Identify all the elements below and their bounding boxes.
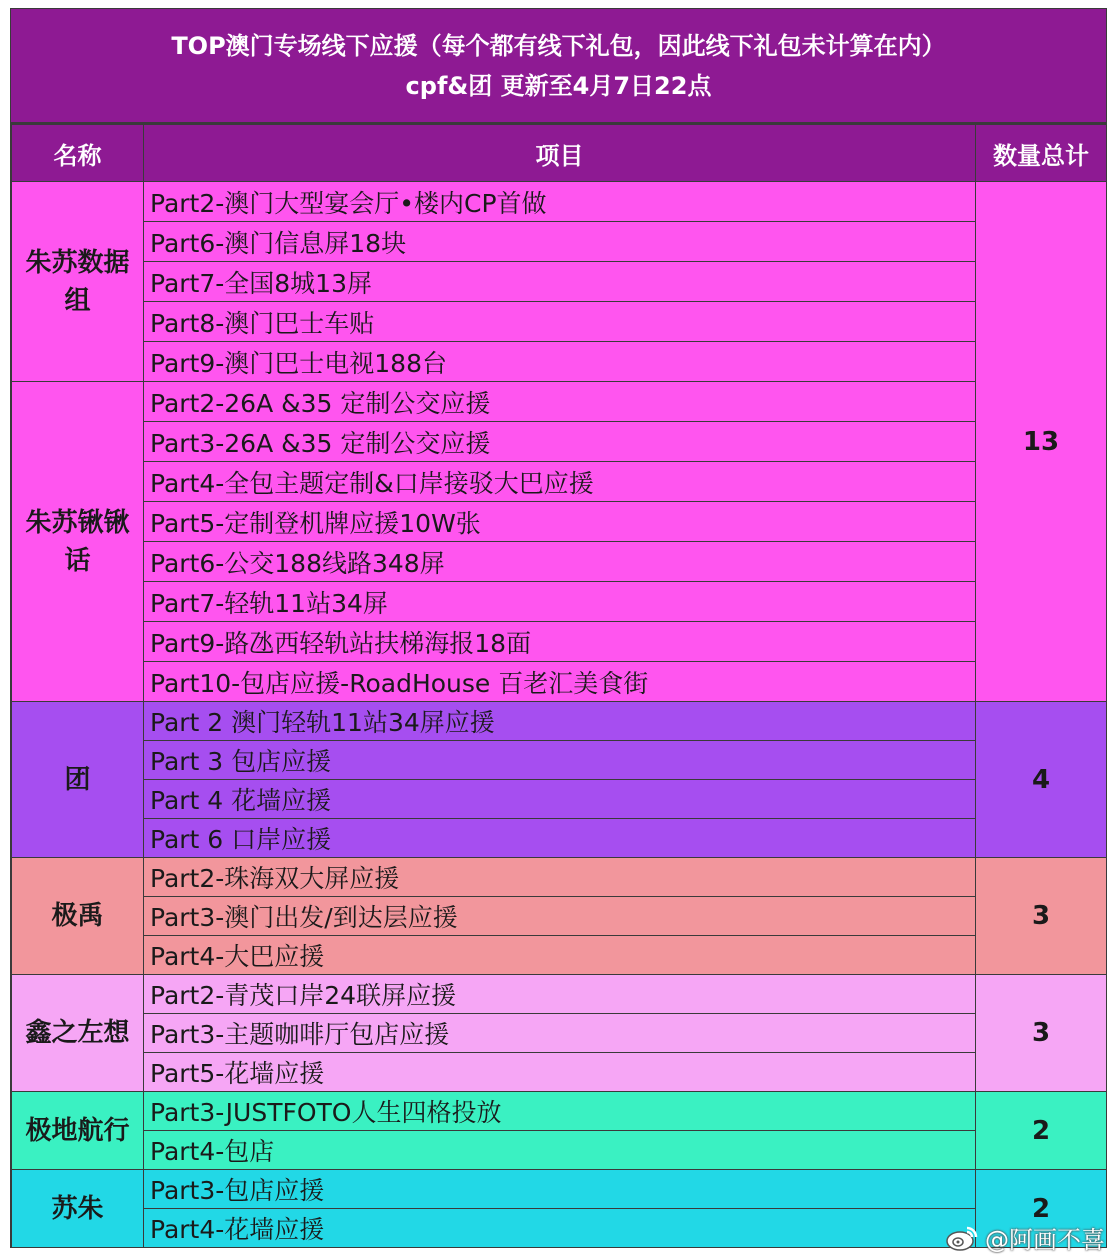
group-name: 团	[12, 702, 144, 858]
table-row	[12, 382, 1107, 422]
project-item: Part4-大巴应援	[144, 936, 976, 975]
project-item: Part9-澳门巴士电视188台	[144, 342, 976, 382]
header-row	[12, 125, 1107, 182]
table-row	[12, 582, 1107, 622]
project-item: Part7-轻轨11站34屏	[144, 582, 976, 622]
group-total: 3	[976, 858, 1107, 975]
group-total: 4	[976, 702, 1107, 858]
table-row	[12, 1170, 1107, 1209]
table-body	[12, 182, 1107, 1248]
group-name: 朱苏锹锹话	[12, 382, 144, 702]
table-row	[12, 1092, 1107, 1131]
header-item: 项目	[144, 125, 976, 182]
project-item: Part 2 澳门轻轨11站34屏应援	[144, 702, 976, 741]
project-item: Part4-包店	[144, 1131, 976, 1170]
project-item: Part3-包店应援	[144, 1170, 976, 1209]
table-row	[12, 222, 1107, 262]
table-row	[12, 462, 1107, 502]
project-item: Part3-主题咖啡厅包店应援	[144, 1014, 976, 1053]
project-item: Part10-包店应援-RoadHouse 百老汇美食街	[144, 662, 976, 702]
group-total: 13	[976, 182, 1107, 702]
project-item: Part 4 花墙应援	[144, 780, 976, 819]
watermark-text: @阿画不喜	[985, 1226, 1105, 1254]
group-name: 朱苏数据组	[12, 182, 144, 382]
table-title	[11, 9, 1106, 124]
group-total: 2	[976, 1170, 1107, 1248]
table-row	[12, 897, 1107, 936]
table-row	[12, 936, 1107, 975]
group-name: 极禹	[12, 858, 144, 975]
project-item: Part4-全包主题定制&口岸接驳大巴应援	[144, 462, 976, 502]
table-row	[12, 422, 1107, 462]
table-row	[12, 858, 1107, 897]
project-item: Part 3 包店应援	[144, 741, 976, 780]
table-row	[12, 780, 1107, 819]
project-item: Part3-澳门出发/到达层应援	[144, 897, 976, 936]
project-item: Part2-珠海双大屏应援	[144, 858, 976, 897]
project-item: Part5-花墙应援	[144, 1053, 976, 1092]
table-row	[12, 1131, 1107, 1170]
table-row	[12, 741, 1107, 780]
project-item: Part9-路氹西轻轨站扶梯海报18面	[144, 622, 976, 662]
project-item: Part6-澳门信息屏18块	[144, 222, 976, 262]
header-name: 名称	[12, 125, 144, 182]
table-row	[12, 662, 1107, 702]
project-item: Part7-全国8城13屏	[144, 262, 976, 302]
group-total: 2	[976, 1092, 1107, 1170]
group-name: 苏朱	[12, 1170, 144, 1248]
title-line-1: TOP澳门专场线下应援（每个都有线下礼包，因此线下礼包未计算在内）	[171, 31, 946, 60]
group-name: 极地航行	[12, 1092, 144, 1170]
project-item: Part2-26A &35 定制公交应援	[144, 382, 976, 422]
project-item: Part3-JUSTFOTO人生四格投放	[144, 1092, 976, 1131]
table-row	[12, 702, 1107, 741]
watermark	[945, 1220, 1105, 1255]
header-total: 数量总计	[976, 125, 1107, 182]
weibo-icon	[945, 1224, 979, 1252]
table-row	[12, 302, 1107, 342]
table-row	[12, 1053, 1107, 1092]
project-item: Part5-定制登机牌应援10W张	[144, 502, 976, 542]
project-item: Part4-花墙应援	[144, 1209, 976, 1248]
table-row	[12, 542, 1107, 582]
project-item: Part6-公交188线路348屏	[144, 542, 976, 582]
project-item: Part 6 口岸应援	[144, 819, 976, 858]
table-row	[12, 1014, 1107, 1053]
project-item: Part8-澳门巴士车贴	[144, 302, 976, 342]
table-row	[12, 262, 1107, 302]
table-row	[12, 1209, 1107, 1248]
group-name: 鑫之左想	[12, 975, 144, 1092]
project-item: Part2-澳门大型宴会厅•楼内CP首做	[144, 182, 976, 222]
table-row	[12, 182, 1107, 222]
table-row	[12, 342, 1107, 382]
group-total: 3	[976, 975, 1107, 1092]
support-table	[11, 124, 1107, 1248]
table-row	[12, 622, 1107, 662]
table-row	[12, 819, 1107, 858]
table-row	[12, 502, 1107, 542]
project-item: Part3-26A &35 定制公交应援	[144, 422, 976, 462]
project-item: Part2-青茂口岸24联屏应援	[144, 975, 976, 1014]
title-line-2: cpf&团 更新至4月7日22点	[405, 71, 712, 100]
table-row	[12, 975, 1107, 1014]
support-table-sheet	[10, 8, 1107, 1248]
